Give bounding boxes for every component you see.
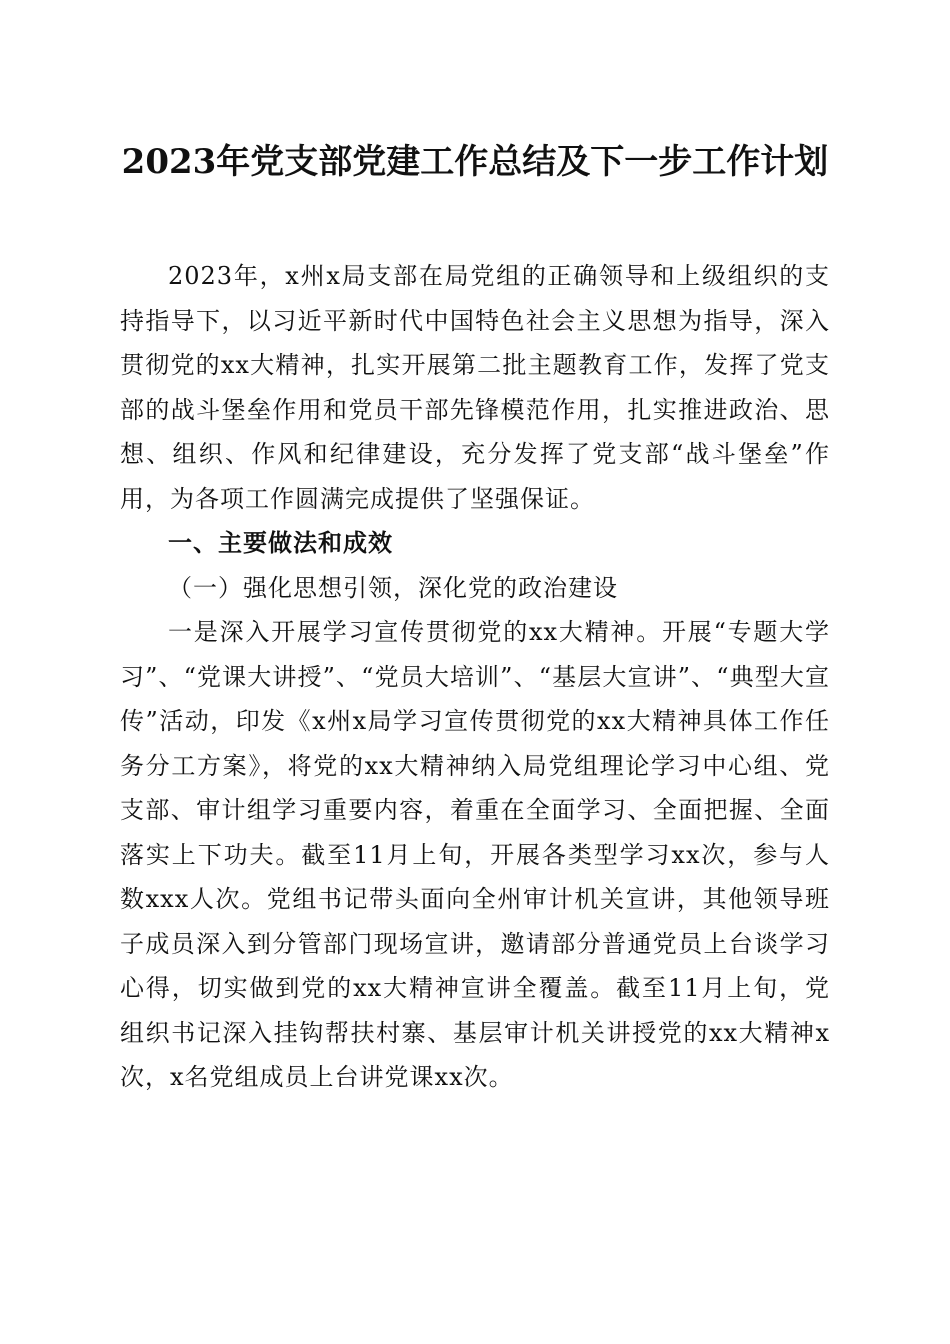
subsection-heading: （一）强化思想引领，深化党的政治建设 [168,573,618,602]
document-body [120,254,830,1100]
section-heading: 一、主要做法和成效 [168,529,393,557]
intro-paragraph: 2023年，x州x局支部在局党组的正确领导和上级组织的支持指导下，以习近平新时代中国特色社会主义思想为指导，深入贯彻党的xx大精神，扎实开展第二批主题教育工作，发挥了党支部的战斗堡垒作用和党员干部先锋模范作用，扎实推进政治、思想、组织、作风和纪律建设，充分发挥了党支部“战斗堡垒”作用，为各项工作圆满完成提供了坚强保证。 [120,262,830,513]
body-paragraph: 一是深入开展学习宣传贯彻党的xx大精神。开展“专题大学习”、“党课大讲授”、“党员大培训”、“基层大宣讲”、“典型大宣传”活动，印发《x州x局学习宣传贯彻党的xx大精神具体工作任务分工方案》，将党的xx大精神纳入局党组理论学习中心组、党支部、审计组学习重要内容，着重在全面学习、全面把握、全面落实上下功夫。截至11月上旬，开展各类型学习xx次，参与人数xxx人次。党组书记带头面向全州审计机关宣讲，其他领导班子成员深入到分管部门现场宣讲，邀请部分普通党员上台谈学习心得，切实做到党的xx大精神宣讲全覆盖。截至11月上旬，党组织书记深入挂钩帮扶村寨、基层审计机关讲授党的xx大精神x次，x名党组成员上台讲党课xx次。 [120,618,830,1091]
document-title: 2023年党支部党建工作总结及下一步工作计划 [121,142,829,182]
